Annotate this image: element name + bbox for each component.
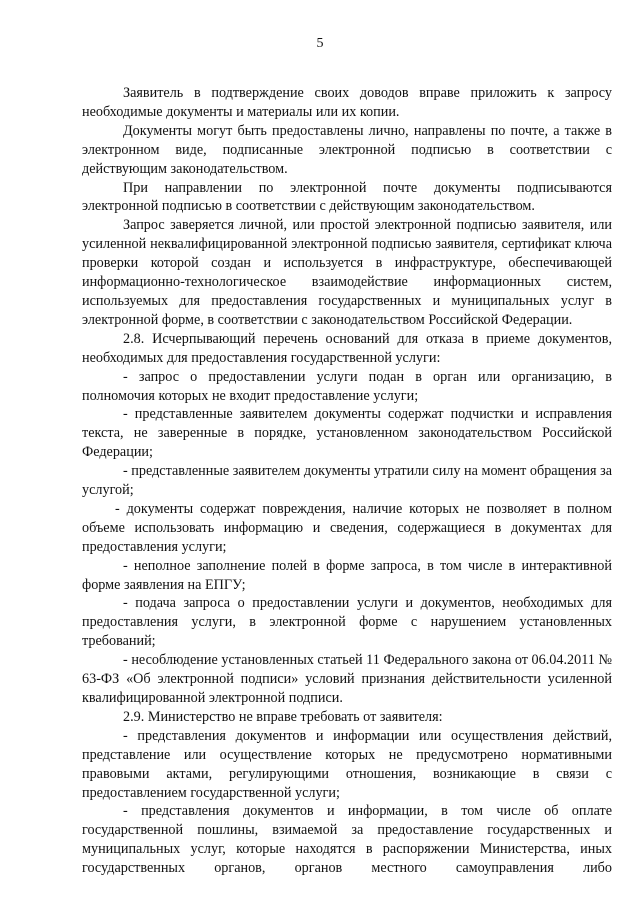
list-item-expired-documents: - представленные заявителем документы утратили силу на момент обращения за услугой;	[82, 463, 612, 499]
section-2-9-heading: 2.9. Министерство не вправе требовать от заявителя:	[123, 708, 443, 725]
list-item-wrong-authority: - запрос о предоставлении услуги подан в орган или организацию, в полномочия которых не входит предоставление услуги;	[82, 368, 612, 404]
list-item-incomplete-fields: - неполное заполнение полей в форме запроса, в том числе в интерактивной форме заявления на ЕПГУ;	[82, 557, 612, 593]
section-2-8-heading: 2.8. Исчерпывающий перечень оснований для отказа в приеме документов, необходимых для предоставления государственной услуги:	[82, 330, 612, 366]
list-item-electronic-violation: - подача запроса о предоставлении услуги и документов, необходимых для предоставления услуги, в электронной форме с нарушением установленных требований;	[82, 595, 612, 650]
list-item-ministry-held-documents: - представления документов и информации, в том числе об оплате государственной пошлины, взимаемой за предоставление государственных и муниципальных услуг, которые находятся в распоряжении Министерства, иных государственных органов, органов местного самоуправления либо	[82, 803, 612, 877]
list-item-signature-conditions: - несоблюдение установленных статьей 11 Федерального закона от 06.04.2011 № 63-ФЗ «Об электронной подписи» условий признания действительности усиленной квалифицированной электронной подписи.	[82, 652, 612, 706]
page-number: 5	[316, 36, 324, 51]
paragraph-supporting-documents: Заявитель в подтверждение своих доводов вправе приложить к запросу необходимые документы и материалы или их копии.	[82, 85, 612, 120]
list-item-unrequired-documents: - представления документов и информации или осуществления действий, представление или осуществление которых не предусмотрено нормативными правовыми актами, регулирующими отношения, возникающие в связи с предоставлением государственной услуги;	[82, 727, 612, 801]
paragraph-email-submission: При направлении по электронной почте документы подписываются электронной подписью в соответствии с действующим законодательством.	[82, 179, 612, 215]
paragraph-submission-methods: Документы могут быть предоставлены лично, направлены по почте, а также в электронном виде, подписанные электронной подписью в соответствии с действующим законодательством.	[82, 122, 612, 177]
list-item-corrections: - представленные заявителем документы содержат подчистки и исправления текста, не заверенные в порядке, установленном законодательством Российской Федерации;	[82, 406, 612, 461]
document-body	[82, 84, 612, 878]
list-item-damaged-documents: - документы содержат повреждения, наличие которых не позволяет в полном объеме использовать информацию и сведения, содержащиеся в документах для предоставления услуги;	[82, 500, 612, 555]
paragraph-request-signature: Запрос заверяется личной, или простой электронной подписью заявителя, или усиленной неквалифицированной электронной подписью заявителя, сертификат ключа проверки которой создан и используется в инфраструктуре, обеспечивающей информационно-технологическое взаимодействие информационных систем, используемых для предоставления государственных и муниципальных услуг в электронной форме, в соответствии с законодательством Российской Федерации.	[82, 217, 612, 328]
